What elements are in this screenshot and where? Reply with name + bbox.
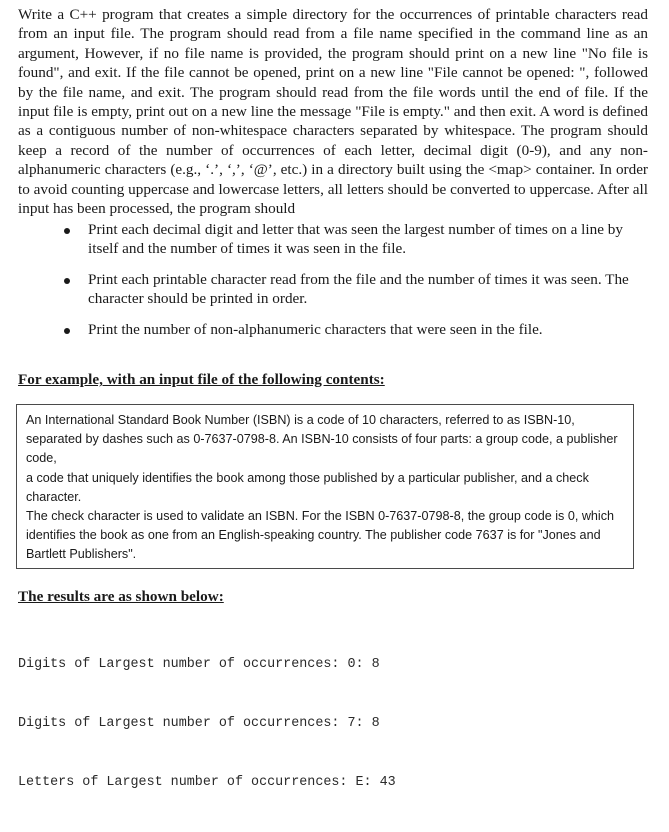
results-output <box>18 616 396 832</box>
bullet-icon <box>64 278 70 284</box>
requirement-item <box>62 271 642 308</box>
result-line: Digits of Largest number of occurrences: 7: 8 <box>18 715 380 731</box>
requirement-text: Print the number of non-alphanumeric characters that were seen in the file. <box>88 321 543 339</box>
requirement-text: Print each decimal digit and letter that was seen the largest number of times on a line by itself and the number of times it was seen in the file. <box>88 221 623 257</box>
results-heading: The results are as shown below: <box>18 588 224 605</box>
requirement-text: Print each printable character read from the file and the number of times it was seen. The character should be printed in order. <box>88 271 629 307</box>
requirement-item <box>62 321 642 340</box>
example-line: a code that uniquely identifies the book among those published by a particular publisher, and a check character. <box>26 470 589 504</box>
example-input-box <box>16 404 634 569</box>
requirements-list <box>62 221 642 353</box>
example-line: An International Standard Book Number (ISBN) is a code of 10 characters, referred to as ISBN-10, separated by dashes such as 0-7637-0798-8. An ISBN-10 consists of four parts: a group code, a publisher code, <box>26 413 618 466</box>
requirement-item <box>62 221 642 258</box>
example-heading: For example, with an input file of the following contents: <box>18 371 385 388</box>
result-line: Digits of Largest number of occurrences: 0: 8 <box>18 657 380 673</box>
bullet-icon <box>64 228 70 234</box>
result-line: Letters of Largest number of occurrences: E: 43 <box>18 774 396 790</box>
example-line: The check character is used to validate an ISBN. For the ISBN 0-7637-0798-8, the group code is 0, which identifies the book as one from an English-speaking country. The publisher code 7637 is for "Jones and Bartlett Publishers". <box>26 509 615 562</box>
bullet-icon <box>64 328 70 334</box>
problem-description: Write a C++ program that creates a simple directory for the occurrences of printable characters read from an input file. The program should read from a file name specified in the command line as an argument, However, if no file name is provided, the program should print on a new line "No file is found", and exit. If the file cannot be opened, print on a new line "File cannot be opened: ", followed by the file name, and exit. The program should read from the file words until the end of file. If the input file is empty, print out on a new line the message "File is empty." and then exit. A word is defined as a contiguous number of non-whitespace characters separated by whitespace. The program should keep a record of the number of occurrences of each letter, decimal digit (0-9), and any non-alphanumeric characters (e.g., ‘.’, ‘,’, ‘@’, etc.) in a directory built using the <map> container. In order to avoid counting uppercase and lowercase letters, all letters should be converted to uppercase. After all input has been processed, the program should <box>18 6 648 218</box>
